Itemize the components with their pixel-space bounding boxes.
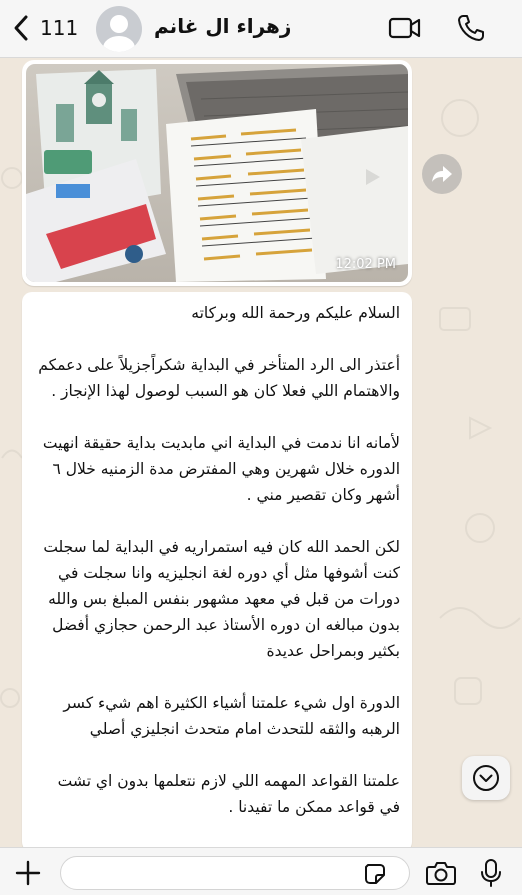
chat-area[interactable]	[0, 58, 522, 847]
phone-icon	[456, 13, 486, 43]
voice-call-button[interactable]	[456, 13, 486, 47]
microphone-icon	[480, 858, 502, 888]
back-button[interactable]	[12, 14, 78, 42]
sticker-icon	[364, 863, 386, 885]
chevron-down-icon	[472, 764, 500, 792]
image-message[interactable]	[22, 60, 412, 286]
camera-icon	[426, 860, 456, 886]
sticker-button[interactable]	[364, 863, 386, 889]
attach-button[interactable]	[14, 859, 42, 891]
chevron-left-icon	[12, 14, 30, 42]
message-paragraph: لأمانه انا ندمت في البداية اني مابديت بداية حقيقة انهيت الدوره خلال شهرين وهي المفترض مدة الزمنيه خلال ٦ أشهر وكان تقصير مني .	[42, 434, 400, 504]
message-input[interactable]	[60, 856, 410, 890]
message-paragraph: الدورة اول شيء علمتنا أشياء الكثيرة اهم شيء كسر الرهبه والثقه للتحدث امام متحدث انجليزي أصلي	[63, 694, 400, 738]
forward-button[interactable]	[422, 154, 462, 194]
video-camera-icon	[388, 13, 422, 43]
forward-icon	[431, 164, 453, 184]
voice-note-button[interactable]	[480, 858, 502, 892]
photo[interactable]	[26, 64, 408, 282]
avatar-placeholder-icon	[96, 6, 142, 52]
unread-count: 111	[40, 16, 79, 40]
message-paragraph: لكن الحمد الله كان فيه استمراريه في البداية لما سجلت كنت أشوفها مثل أي دوره لغة انجليزيه وانا سجلت في دورات من قبل في معهد مشهور بنفس المبلغ بس والله بدون مبالغه ان دوره الأستاذ عبد الرحمن حجازي أفضل بكثير وبمراحل عديدة	[43, 538, 400, 660]
avatar[interactable]	[96, 6, 142, 52]
video-call-button[interactable]	[388, 13, 422, 47]
message-paragraph: أعتذر الى الرد المتأخر في البداية شكراًجزيلاً على دعمكم والاهتمام اللي فعلا كان هو السبب لوصول لهذا الإنجاز .	[38, 356, 400, 400]
contact-name[interactable]: زهراء ال غانم	[154, 14, 292, 38]
scroll-down-button[interactable]	[462, 756, 510, 800]
camera-button[interactable]	[426, 860, 456, 890]
text-message[interactable]	[22, 292, 412, 847]
message-paragraph: علمتنا القواعد المهمه اللي لازم نتعلمها بدون اي تشت في قواعد ممكن ما تفيدنا .	[57, 772, 400, 816]
chat-header	[0, 0, 522, 58]
plus-icon	[14, 859, 42, 887]
message-paragraph: السلام عليكم ورحمة الله وبركاته	[191, 304, 400, 322]
study-materials-photo	[26, 64, 408, 282]
composer-bar	[0, 847, 522, 895]
message-time: 12:02 PM	[335, 257, 396, 272]
